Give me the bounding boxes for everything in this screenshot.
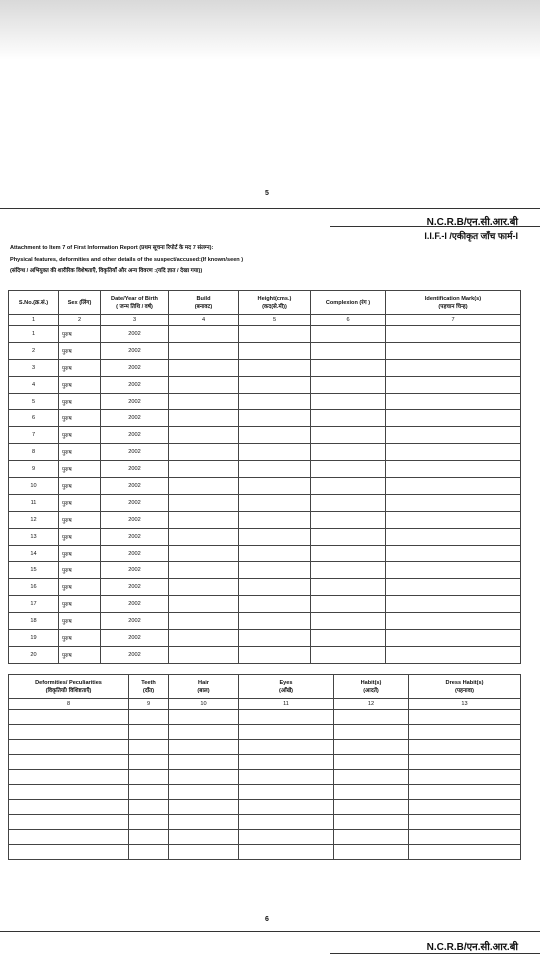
col-header-hi: (बाल): [197, 687, 210, 694]
table-row: [9, 646, 521, 663]
birth-year-cell: 2002: [101, 410, 169, 427]
empty-cell: [239, 630, 311, 647]
col-header-en: Build: [196, 295, 211, 302]
empty-cell: [311, 494, 386, 511]
empty-cell: [169, 725, 239, 740]
empty-cell: [311, 359, 386, 376]
empty-cell: [9, 770, 129, 785]
empty-cell: [409, 755, 521, 770]
empty-cell: [386, 528, 521, 545]
empty-cell: [169, 740, 239, 755]
col-header-hi: ( जन्म तिथि / वर्ष): [116, 303, 153, 310]
empty-cell: [386, 545, 521, 562]
empty-cell: [386, 461, 521, 478]
empty-cell: [334, 725, 409, 740]
sex-cell: पुरुष: [59, 596, 101, 613]
empty-cell: [169, 359, 239, 376]
table-row: [9, 740, 521, 755]
col-header: [386, 291, 521, 315]
col-number: 9: [129, 699, 169, 710]
empty-cell: [334, 770, 409, 785]
serial-cell: 3: [9, 359, 59, 376]
empty-cell: [9, 725, 129, 740]
col-header-hi: (विकृतियाँ/ विशिष्टताएँ): [45, 687, 92, 694]
empty-cell: [311, 613, 386, 630]
col-header: [9, 675, 129, 699]
empty-cell: [169, 444, 239, 461]
empty-cell: [311, 646, 386, 663]
col-header: [239, 675, 334, 699]
empty-cell: [169, 630, 239, 647]
serial-cell: 16: [9, 579, 59, 596]
empty-cell: [169, 830, 239, 845]
empty-cell: [409, 845, 521, 860]
empty-cell: [169, 613, 239, 630]
empty-cell: [129, 815, 169, 830]
birth-year-cell: 2002: [101, 579, 169, 596]
empty-cell: [386, 342, 521, 359]
table-row: [9, 725, 521, 740]
col-header-en: Complexion (रंग ): [325, 299, 371, 306]
empty-cell: [311, 579, 386, 596]
empty-cell: [311, 630, 386, 647]
empty-cell: [386, 511, 521, 528]
empty-cell: [169, 845, 239, 860]
scan-shadow: [0, 0, 540, 60]
empty-cell: [129, 710, 169, 725]
sex-cell: पुरुष: [59, 613, 101, 630]
col-header: [169, 291, 239, 315]
empty-cell: [9, 845, 129, 860]
sex-cell: पुरुष: [59, 630, 101, 647]
empty-cell: [239, 562, 311, 579]
empty-cell: [169, 710, 239, 725]
table-row: [9, 461, 521, 478]
empty-cell: [239, 770, 334, 785]
empty-cell: [129, 830, 169, 845]
birth-year-cell: 2002: [101, 494, 169, 511]
attachment-line: Attachment to Item 7 of First Information Report (प्रथम सूचना रिपोर्ट के मद 7 संलग्न):: [10, 245, 214, 251]
col-header-en: Identification Mark(s): [424, 295, 482, 302]
empty-cell: [386, 613, 521, 630]
empty-cell: [239, 461, 311, 478]
empty-cell: [409, 800, 521, 815]
birth-year-cell: 2002: [101, 342, 169, 359]
col-number: 10: [169, 699, 239, 710]
col-number: 4: [169, 315, 239, 326]
birth-year-cell: 2002: [101, 376, 169, 393]
table-row: [9, 410, 521, 427]
serial-cell: 17: [9, 596, 59, 613]
serial-cell: 13: [9, 528, 59, 545]
serial-cell: 7: [9, 427, 59, 444]
sex-cell: पुरुष: [59, 461, 101, 478]
col-header-en: S.No.(क्र.सं.): [18, 299, 49, 306]
empty-cell: [169, 579, 239, 596]
ncrb-code: N.C.R.B/एन.सी.आर.बी: [426, 217, 518, 228]
sex-cell: पुरुष: [59, 478, 101, 495]
sex-cell: पुरुष: [59, 646, 101, 663]
empty-cell: [169, 770, 239, 785]
empty-cell: [311, 478, 386, 495]
col-header: [409, 675, 521, 699]
empty-cell: [9, 830, 129, 845]
col-number: 6: [311, 315, 386, 326]
empty-cell: [9, 815, 129, 830]
col-number: 3: [101, 315, 169, 326]
empty-cell: [386, 562, 521, 579]
empty-cell: [169, 755, 239, 770]
table-row: [9, 478, 521, 495]
empty-cell: [311, 545, 386, 562]
col-header: [59, 291, 101, 315]
birth-year-cell: 2002: [101, 646, 169, 663]
sex-cell: पुरुष: [59, 579, 101, 596]
empty-cell: [386, 596, 521, 613]
empty-cell: [239, 596, 311, 613]
empty-cell: [386, 376, 521, 393]
table-row: [9, 815, 521, 830]
col-header-hi: (पहनावा): [455, 687, 474, 694]
serial-cell: 19: [9, 630, 59, 647]
birth-year-cell: 2002: [101, 359, 169, 376]
birth-year-cell: 2002: [101, 326, 169, 343]
empty-cell: [386, 630, 521, 647]
serial-cell: 12: [9, 511, 59, 528]
empty-cell: [9, 755, 129, 770]
col-header-en: Habit(s): [360, 679, 382, 686]
sex-cell: पुरुष: [59, 393, 101, 410]
serial-cell: 10: [9, 478, 59, 495]
birth-year-cell: 2002: [101, 528, 169, 545]
col-number: 7: [386, 315, 521, 326]
col-header: [129, 675, 169, 699]
empty-cell: [311, 427, 386, 444]
serial-cell: 20: [9, 646, 59, 663]
table-row: [9, 528, 521, 545]
empty-cell: [129, 740, 169, 755]
table-row: [9, 630, 521, 647]
col-header-en: Sex (लिंग): [67, 299, 92, 306]
birth-year-cell: 2002: [101, 478, 169, 495]
table-row: [9, 579, 521, 596]
empty-cell: [311, 410, 386, 427]
col-header-hi: (आदतें): [363, 687, 379, 694]
col-number: 1: [9, 315, 59, 326]
sex-cell: पुरुष: [59, 494, 101, 511]
empty-cell: [386, 579, 521, 596]
empty-cell: [169, 478, 239, 495]
empty-cell: [239, 710, 334, 725]
table-row: [9, 710, 521, 725]
table-row: [9, 427, 521, 444]
empty-cell: [239, 755, 334, 770]
sex-cell: पुरुष: [59, 427, 101, 444]
empty-cell: [409, 770, 521, 785]
empty-cell: [386, 646, 521, 663]
col-header: [311, 291, 386, 315]
empty-cell: [169, 427, 239, 444]
sex-cell: पुरुष: [59, 545, 101, 562]
physical-features-hindi: (संदिग्ध / अभियुक्त की शारीरिक विशेषताएँ, विकृतियाँ और अन्य विवरण :(यदि ज्ञात / देखा गया)): [10, 268, 203, 274]
serial-cell: 14: [9, 545, 59, 562]
empty-cell: [311, 376, 386, 393]
table-row: [9, 845, 521, 860]
empty-cell: [239, 359, 311, 376]
empty-cell: [169, 326, 239, 343]
empty-cell: [169, 646, 239, 663]
physical-features-line: Physical features, deformities and other details of the suspect/accused:(If known/seen ): [10, 257, 244, 263]
empty-cell: [169, 785, 239, 800]
page-number: 5: [265, 190, 269, 197]
empty-cell: [334, 755, 409, 770]
empty-cell: [169, 342, 239, 359]
table-row: [9, 376, 521, 393]
empty-cell: [311, 393, 386, 410]
col-header: [101, 291, 169, 315]
birth-year-cell: 2002: [101, 545, 169, 562]
col-header-hi: (दाँत): [142, 687, 155, 694]
empty-cell: [409, 830, 521, 845]
empty-cell: [239, 815, 334, 830]
col-header-en: Dress Habit(s): [445, 679, 484, 686]
empty-cell: [311, 562, 386, 579]
empty-cell: [239, 646, 311, 663]
ncrb-code-next: N.C.R.B/एन.सी.आर.बी: [426, 942, 518, 953]
empty-cell: [239, 830, 334, 845]
col-number: 2: [59, 315, 101, 326]
deformities-habits-table: [8, 674, 521, 860]
empty-cell: [239, 528, 311, 545]
table-row: [9, 494, 521, 511]
table-row: [9, 359, 521, 376]
suspect-physical-table: [8, 290, 521, 664]
col-header-hi: (पहचान चिन्ह): [438, 303, 468, 310]
empty-cell: [386, 410, 521, 427]
empty-cell: [334, 710, 409, 725]
table-row: [9, 755, 521, 770]
empty-cell: [169, 461, 239, 478]
header-rule-next: [330, 953, 540, 954]
empty-cell: [239, 393, 311, 410]
empty-cell: [9, 710, 129, 725]
birth-year-cell: 2002: [101, 427, 169, 444]
birth-year-cell: 2002: [101, 613, 169, 630]
serial-cell: 4: [9, 376, 59, 393]
empty-cell: [239, 444, 311, 461]
empty-cell: [386, 444, 521, 461]
empty-cell: [334, 815, 409, 830]
empty-cell: [9, 740, 129, 755]
empty-cell: [239, 740, 334, 755]
sex-cell: पुरुष: [59, 376, 101, 393]
col-header: [169, 675, 239, 699]
sex-cell: पुरुष: [59, 511, 101, 528]
birth-year-cell: 2002: [101, 630, 169, 647]
empty-cell: [239, 725, 334, 740]
col-number: 13: [409, 699, 521, 710]
empty-cell: [409, 710, 521, 725]
col-header-hi: (कद(से.मी)): [262, 303, 287, 310]
col-header: [334, 675, 409, 699]
col-header-en: Height(cms.): [257, 295, 292, 302]
header-rule: [330, 226, 540, 227]
serial-cell: 9: [9, 461, 59, 478]
empty-cell: [169, 815, 239, 830]
page-break-line: [0, 208, 540, 209]
empty-cell: [386, 427, 521, 444]
table-row: [9, 830, 521, 845]
sex-cell: पुरुष: [59, 342, 101, 359]
col-header-en: Hair: [198, 679, 209, 686]
sex-cell: पुरुष: [59, 359, 101, 376]
empty-cell: [239, 410, 311, 427]
empty-cell: [239, 800, 334, 815]
empty-cell: [239, 785, 334, 800]
empty-cell: [169, 393, 239, 410]
serial-cell: 18: [9, 613, 59, 630]
empty-cell: [311, 528, 386, 545]
sex-cell: पुरुष: [59, 444, 101, 461]
col-number: 5: [239, 315, 311, 326]
table-row: [9, 562, 521, 579]
empty-cell: [239, 545, 311, 562]
empty-cell: [334, 800, 409, 815]
col-header-en: Date/Year of Birth: [111, 295, 158, 302]
empty-cell: [239, 342, 311, 359]
empty-cell: [386, 326, 521, 343]
empty-cell: [409, 725, 521, 740]
empty-cell: [409, 815, 521, 830]
table-row: [9, 511, 521, 528]
empty-cell: [386, 478, 521, 495]
empty-cell: [311, 342, 386, 359]
empty-cell: [129, 725, 169, 740]
table-row: [9, 342, 521, 359]
table-row: [9, 545, 521, 562]
empty-cell: [239, 845, 334, 860]
empty-cell: [9, 785, 129, 800]
sex-cell: पुरुष: [59, 326, 101, 343]
col-header: [239, 291, 311, 315]
serial-cell: 1: [9, 326, 59, 343]
empty-cell: [311, 511, 386, 528]
col-header: [9, 291, 59, 315]
serial-cell: 15: [9, 562, 59, 579]
empty-cell: [239, 478, 311, 495]
empty-cell: [239, 326, 311, 343]
empty-cell: [129, 800, 169, 815]
empty-cell: [409, 785, 521, 800]
empty-cell: [409, 740, 521, 755]
col-header-hi: (बनावट): [194, 303, 213, 310]
empty-cell: [239, 376, 311, 393]
col-header-hi: (आँखें): [278, 687, 294, 694]
empty-cell: [169, 528, 239, 545]
empty-cell: [334, 785, 409, 800]
empty-cell: [169, 562, 239, 579]
serial-cell: 5: [9, 393, 59, 410]
col-header-en: Deformities/ Peculiarities: [35, 679, 102, 686]
col-header-en: Eyes: [279, 679, 293, 686]
empty-cell: [334, 740, 409, 755]
empty-cell: [386, 393, 521, 410]
birth-year-cell: 2002: [101, 511, 169, 528]
empty-cell: [9, 800, 129, 815]
empty-cell: [129, 785, 169, 800]
empty-cell: [239, 511, 311, 528]
col-number: 11: [239, 699, 334, 710]
sex-cell: पुरुष: [59, 528, 101, 545]
serial-cell: 6: [9, 410, 59, 427]
table-row: [9, 326, 521, 343]
page-break-line-next: [0, 931, 540, 932]
empty-cell: [169, 376, 239, 393]
empty-cell: [239, 579, 311, 596]
birth-year-cell: 2002: [101, 393, 169, 410]
empty-cell: [129, 770, 169, 785]
serial-cell: 11: [9, 494, 59, 511]
birth-year-cell: 2002: [101, 596, 169, 613]
col-header-en: Teeth: [141, 679, 156, 686]
birth-year-cell: 2002: [101, 444, 169, 461]
page-number-next: 6: [265, 916, 269, 923]
table-row: [9, 393, 521, 410]
empty-cell: [334, 845, 409, 860]
empty-cell: [129, 755, 169, 770]
table-row: [9, 596, 521, 613]
birth-year-cell: 2002: [101, 562, 169, 579]
sex-cell: पुरुष: [59, 562, 101, 579]
table-row: [9, 770, 521, 785]
table-row: [9, 444, 521, 461]
empty-cell: [311, 326, 386, 343]
empty-cell: [311, 461, 386, 478]
col-number: 12: [334, 699, 409, 710]
empty-cell: [169, 800, 239, 815]
empty-cell: [239, 613, 311, 630]
empty-cell: [239, 494, 311, 511]
empty-cell: [169, 511, 239, 528]
table-row: [9, 800, 521, 815]
empty-cell: [169, 494, 239, 511]
empty-cell: [239, 427, 311, 444]
form-title: I.I.F.-I /एकीकृत जाँच फार्म-I: [424, 231, 518, 241]
empty-cell: [169, 410, 239, 427]
empty-cell: [129, 845, 169, 860]
table-row: [9, 785, 521, 800]
table-row: [9, 613, 521, 630]
serial-cell: 2: [9, 342, 59, 359]
empty-cell: [169, 545, 239, 562]
empty-cell: [386, 494, 521, 511]
empty-cell: [169, 596, 239, 613]
sex-cell: पुरुष: [59, 410, 101, 427]
col-number: 8: [9, 699, 129, 710]
empty-cell: [311, 596, 386, 613]
empty-cell: [311, 444, 386, 461]
serial-cell: 8: [9, 444, 59, 461]
empty-cell: [334, 830, 409, 845]
empty-cell: [386, 359, 521, 376]
birth-year-cell: 2002: [101, 461, 169, 478]
